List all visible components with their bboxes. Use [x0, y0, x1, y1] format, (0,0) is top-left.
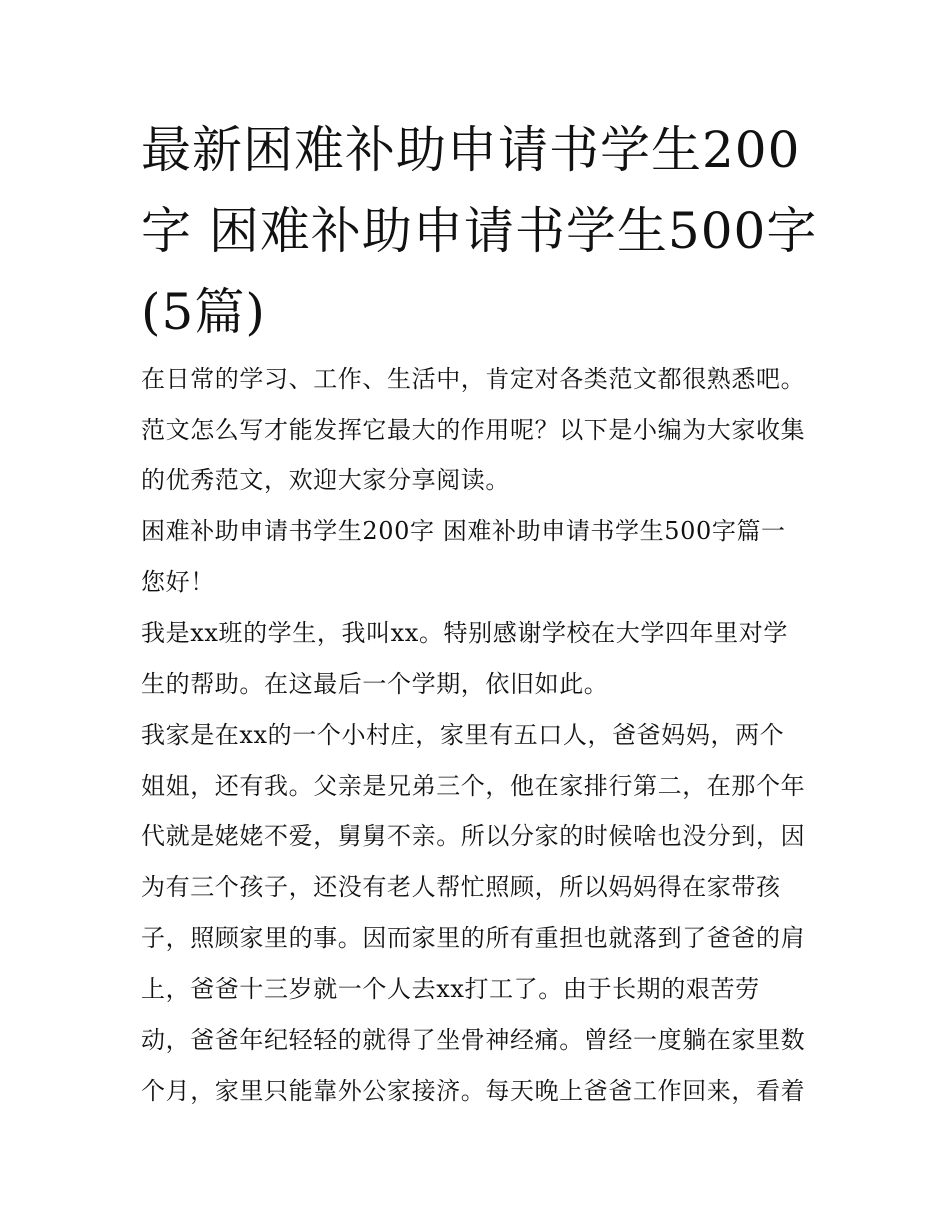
title-line-3: (5篇)	[141, 283, 266, 341]
salutation: 您好！	[141, 568, 215, 596]
title-line-1: 最新困难补助申请书学生200	[141, 121, 801, 179]
body-line-9: 动，爸爸年纪轻轻的就得了坐骨神经痛。曾经一度躺在家里数	[141, 1026, 806, 1054]
title-line-2: 字 困难补助申请书学生500字	[141, 202, 818, 260]
intro-line-2: 范文怎么写才能发挥它最大的作用呢？以下是小编为大家收集	[141, 416, 806, 444]
body-line-6: 为有三个孩子，还没有老人帮忙照顾，所以妈妈得在家带孩	[141, 873, 781, 901]
body-line-10: 个月，家里只能靠外公家接济。每天晚上爸爸工作回来，看着	[141, 1077, 806, 1105]
intro-line-3: 的优秀范文，欢迎大家分享阅读。	[141, 466, 510, 494]
body-line-4: 姐姐，还有我。父亲是兄弟三个，他在家排行第二，在那个年	[141, 772, 806, 800]
body-line-8: 上，爸爸十三岁就一个人去xx打工了。由于长期的艰苦劳	[141, 975, 760, 1003]
body-line-1: 我是xx班的学生，我叫xx。特别感谢学校在大学四年里对学	[141, 619, 788, 647]
section-heading-1: 困难补助申请书学生200字 困难补助申请书学生500字篇一	[141, 517, 786, 545]
body-line-3: 我家是在xx的一个小村庄，家里有五口人，爸爸妈妈，两个	[141, 721, 785, 749]
document-title	[141, 110, 821, 353]
body-line-7: 子，照顾家里的事。因而家里的所有重担也就落到了爸爸的肩	[141, 924, 806, 952]
body-line-5: 代就是姥姥不爱，舅舅不亲。所以分家的时候啥也没分到，因	[141, 822, 806, 850]
body-line-2: 生的帮助。在这最后一个学期，依旧如此。	[141, 670, 609, 698]
intro-line-1: 在日常的学习、工作、生活中，肯定对各类范文都很熟悉吧。	[141, 365, 806, 393]
